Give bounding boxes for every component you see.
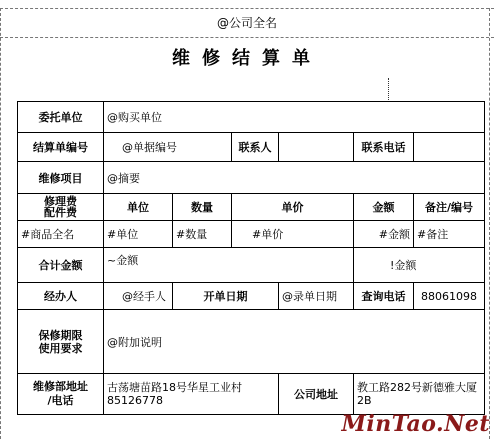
item-note-field[interactable]: #备注	[414, 221, 485, 248]
dotted-divider	[388, 78, 389, 100]
client-row	[18, 102, 485, 133]
project-field[interactable]: @摘要	[104, 162, 485, 194]
right-guide-line	[489, 8, 490, 439]
item-price-field[interactable]: #单价	[232, 221, 354, 248]
company-name-field[interactable]: @公司全名	[216, 16, 277, 30]
handler-row	[18, 283, 485, 310]
left-guide-line	[0, 8, 1, 439]
project-row	[18, 162, 485, 194]
handler-field[interactable]: @经手人	[104, 283, 173, 310]
open-date-label: 开单日期	[173, 283, 279, 310]
total-lower-field[interactable]: !金额	[354, 248, 485, 283]
total-upper-field[interactable]: ~金额	[104, 248, 354, 283]
settlement-no-label: 结算单编号	[18, 133, 104, 162]
items-unit-header: 单位	[104, 194, 173, 221]
top-guide-line	[0, 8, 494, 9]
total-label: 合计金额	[18, 248, 104, 283]
items-amount-header: 金额	[354, 194, 414, 221]
item-name-field[interactable]: #商品全名	[18, 221, 104, 248]
items-qty-header: 数量	[173, 194, 232, 221]
item-amount-field[interactable]: #金额	[354, 221, 414, 248]
company-address-field[interactable]: 教工路282号新德雅大厦2B	[354, 374, 485, 415]
project-label: 维修项目	[18, 162, 104, 194]
items-row	[18, 221, 485, 248]
settlement-row	[18, 133, 485, 162]
warranty-field[interactable]: @附加说明	[104, 310, 485, 374]
items-price-header: 单价	[232, 194, 354, 221]
warranty-label: 保修期限 使用要求	[18, 310, 104, 374]
items-note-header: 备注/编号	[414, 194, 485, 221]
repair-dept-label: 维修部地址 /电话	[18, 374, 104, 415]
inquiry-phone-label: 查询电话	[354, 283, 414, 310]
contact-label: 联系人	[232, 133, 279, 162]
total-row	[18, 248, 485, 283]
client-label: 委托单位	[18, 102, 104, 133]
page-title: 维修结算单	[172, 48, 322, 69]
header-guide-line	[0, 37, 494, 38]
repair-dept-field[interactable]: 古荡塘苗路18号华星工业村85126778	[104, 374, 279, 415]
client-field[interactable]: @购买单位	[104, 102, 485, 133]
repair-settlement-form	[17, 101, 485, 415]
items-name-header: 修理费 配件费	[18, 194, 104, 221]
watermark-logo: MinTao.Net	[341, 411, 490, 437]
item-unit-field[interactable]: #单位	[104, 221, 173, 248]
contact-field[interactable]	[279, 133, 354, 162]
contact-phone-label: 联系电话	[354, 133, 414, 162]
footer-row	[18, 374, 485, 415]
warranty-row	[18, 310, 485, 374]
items-header-row	[18, 194, 485, 221]
contact-phone-field[interactable]	[414, 133, 485, 162]
settlement-no-field[interactable]: @单据编号	[104, 133, 232, 162]
handler-label: 经办人	[18, 283, 104, 310]
open-date-field[interactable]: @录单日期	[279, 283, 354, 310]
company-address-label: 公司地址	[279, 374, 354, 415]
item-qty-field[interactable]: #数量	[173, 221, 232, 248]
inquiry-phone-field[interactable]: 88061098	[414, 283, 485, 310]
